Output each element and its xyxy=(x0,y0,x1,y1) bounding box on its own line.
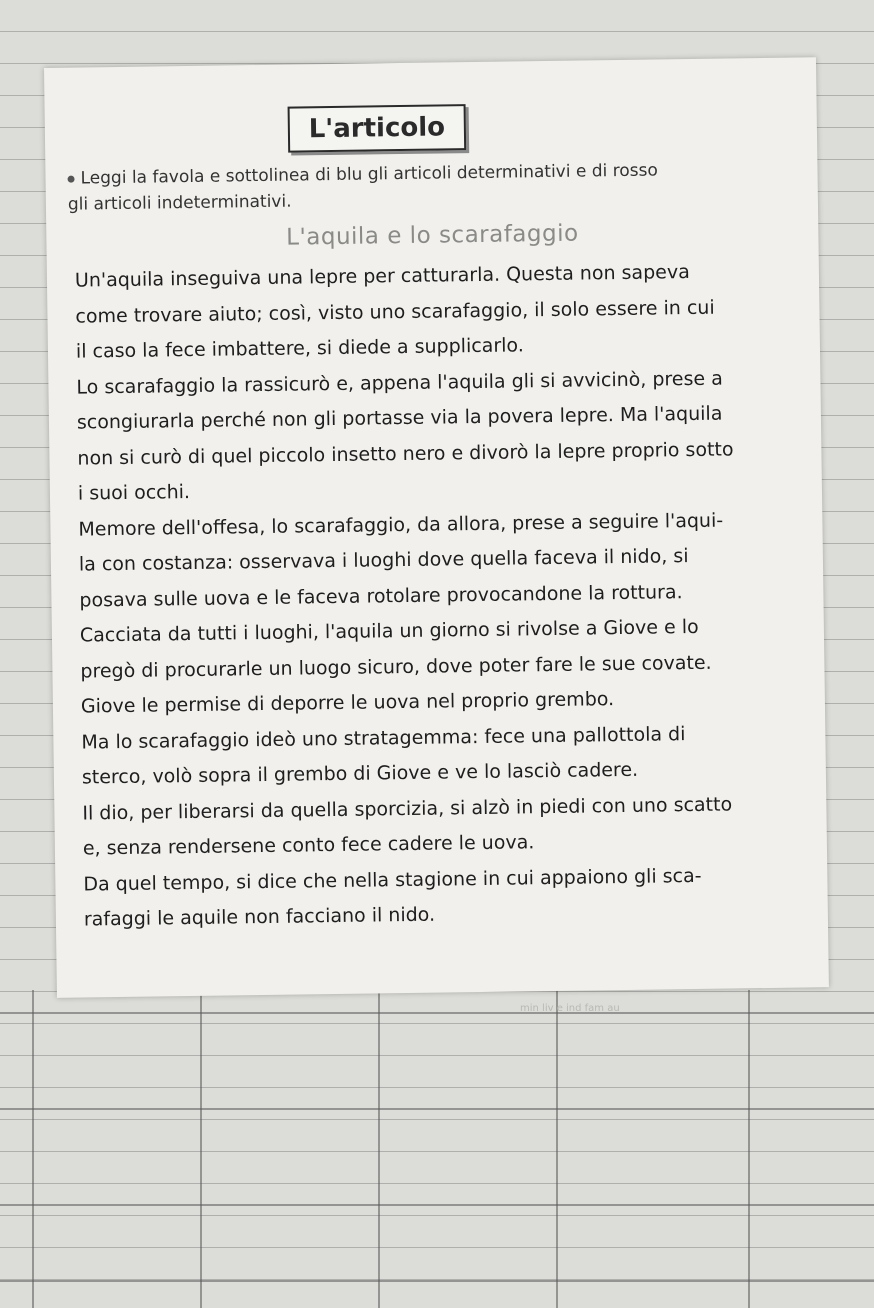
notebook-table-grid xyxy=(0,990,874,1308)
story-line: Il dio, per liberarsi da quella sporcizia, si alzò in piedi con uno scatto xyxy=(82,792,733,825)
grid-column-line xyxy=(200,990,202,1308)
story-line: la con costanza: osservava i luoghi dove quella faceva il nido, si xyxy=(78,545,689,576)
story-line: Lo scarafaggio la rassicurò e, appena l'aquila gli si avvicinò, prese a xyxy=(76,367,723,399)
grid-column-line xyxy=(748,990,750,1308)
story-line: Cacciata da tutti i luoghi, l'aquila un giorno si rivolse a Giove e lo xyxy=(79,615,699,647)
story-line: Giove le permise di deporre le uova nel proprio grembo. xyxy=(80,688,615,718)
bullet-icon xyxy=(67,175,74,182)
story-line: sterco, volò sopra il grembo di Giove e ve lo lasciò cadere. xyxy=(81,758,639,789)
story-line: Memore dell'offesa, lo scarafaggio, da allora, prese a seguire l'aqui- xyxy=(78,509,724,541)
story-line: Da quel tempo, si dice che nella stagione in cui appaiono gli sca- xyxy=(83,864,702,896)
grid-row-line xyxy=(0,1204,874,1206)
instruction-line: Leggi la favola e sottolinea di blu gli articoli determinativi e di rosso xyxy=(80,160,658,189)
grid-row-line xyxy=(0,1108,874,1110)
story-line: i suoi occhi. xyxy=(77,481,191,505)
story-line: rafaggi le aquile non facciano il nido. xyxy=(83,903,436,931)
worksheet-title: L'articolo xyxy=(288,104,467,152)
instructions xyxy=(67,156,788,218)
grid-column-line xyxy=(556,990,558,1308)
story-line: il caso la fece imbattere, si diede a supplicarlo. xyxy=(75,334,524,363)
worksheet-paper xyxy=(44,57,829,998)
story-body xyxy=(75,253,816,938)
story-line: posava sulle uova e le faceva rotolare provocandone la rottura. xyxy=(79,580,683,612)
story-line: pregò di procurarle un luogo sicuro, dove poter fare le sue covate. xyxy=(80,651,712,683)
grid-column-line xyxy=(378,990,380,1308)
story-line: e, senza rendersene conto fece cadere le uova. xyxy=(82,831,535,860)
instruction-line: gli articoli indeterminativi. xyxy=(67,191,292,215)
grid-row-line xyxy=(0,1280,874,1282)
story-line: Ma lo scarafaggio ideò uno stratagemma: fece una pallottola di xyxy=(81,722,686,754)
story-line: Un'aquila inseguiva una lepre per catturarla. Questa non sapeva xyxy=(74,261,690,292)
grid-column-line xyxy=(32,990,34,1308)
grid-row-line xyxy=(0,1012,874,1014)
story-line: come trovare aiuto; così, visto uno scarafaggio, il solo essere in cui xyxy=(75,296,715,328)
story-line: non si curò di quel piccolo insetto nero e divorò la lepre proprio sotto xyxy=(77,437,734,470)
story-title: L'aquila e lo scarafaggio xyxy=(285,220,579,251)
faint-handwriting: min liv e ind fam au xyxy=(520,1003,620,1014)
story-line: scongiurarla perché non gli portasse via la povera lepre. Ma l'aquila xyxy=(76,402,723,434)
